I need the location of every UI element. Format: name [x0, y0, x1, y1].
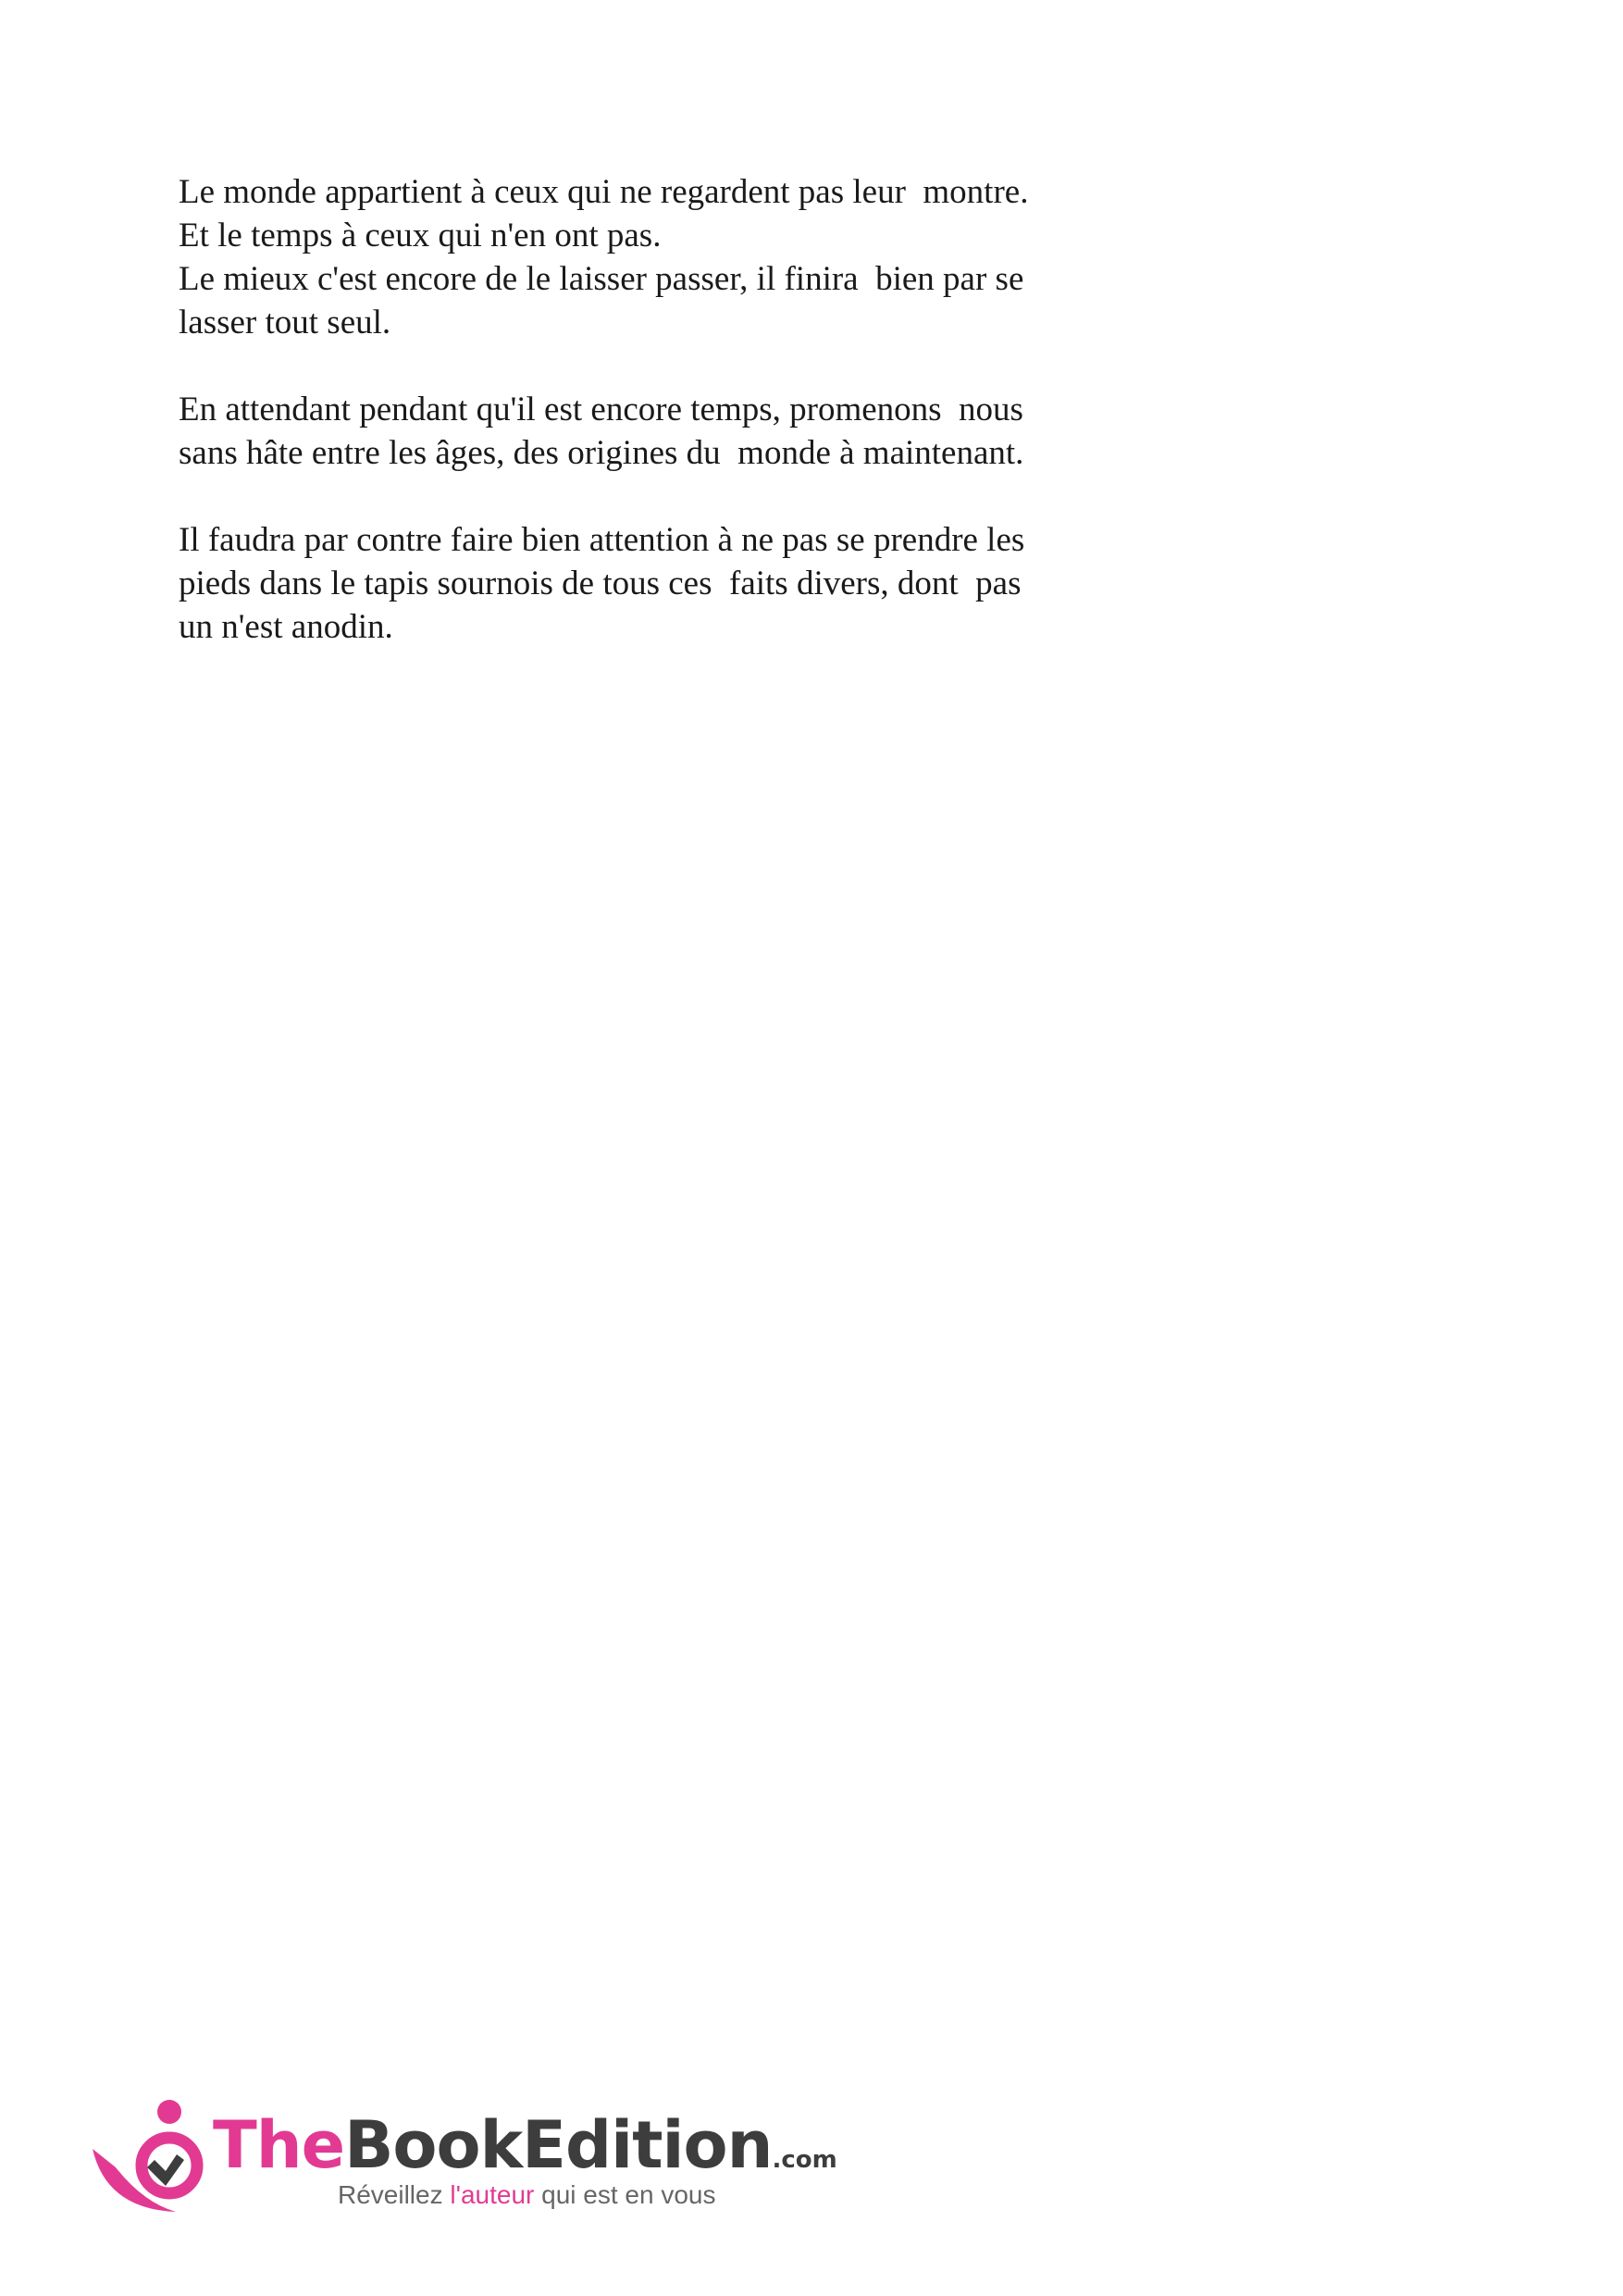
text-line: Le mieux c'est encore de le laisser passer, il finira bien par se — [179, 260, 1024, 298]
body-text — [179, 170, 1141, 692]
paragraph-1 — [179, 170, 1141, 344]
brand-the: The — [213, 2107, 345, 2183]
tagline — [338, 2180, 715, 2210]
tagline-start: Réveillez — [338, 2180, 451, 2209]
thebookedition-logo — [88, 2093, 837, 2223]
text-line: Le monde appartient à ceux qui ne regardent pas leur montre. — [179, 173, 1029, 211]
brand-book: Book — [344, 2107, 523, 2183]
text-line: un n'est anodin. — [179, 608, 393, 646]
text-line: Et le temps à ceux qui n'en ont pas. — [179, 217, 662, 254]
brand-dotcom: .com — [772, 2146, 837, 2174]
text-line: lasser tout seul. — [179, 304, 391, 341]
paragraph-3 — [179, 518, 1141, 649]
text-line: sans hâte entre les âges, des origines du monde à maintenant. — [179, 434, 1024, 472]
text-line: En attendant pendant qu'il est encore temps, promenons nous — [179, 391, 1023, 428]
brand-edition: Edition — [522, 2107, 773, 2183]
text-line: pieds dans le tapis sournois de tous ces faits divers, dont pas — [179, 565, 1022, 602]
tagline-end: qui est en vous — [534, 2180, 716, 2209]
tagline-accent: l'auteur — [450, 2180, 535, 2209]
thebookedition-logo-icon — [88, 2093, 217, 2223]
text-line: Il faudra par contre faire bien attention à ne pas se prendre les — [179, 521, 1025, 559]
paragraph-2 — [179, 388, 1141, 475]
